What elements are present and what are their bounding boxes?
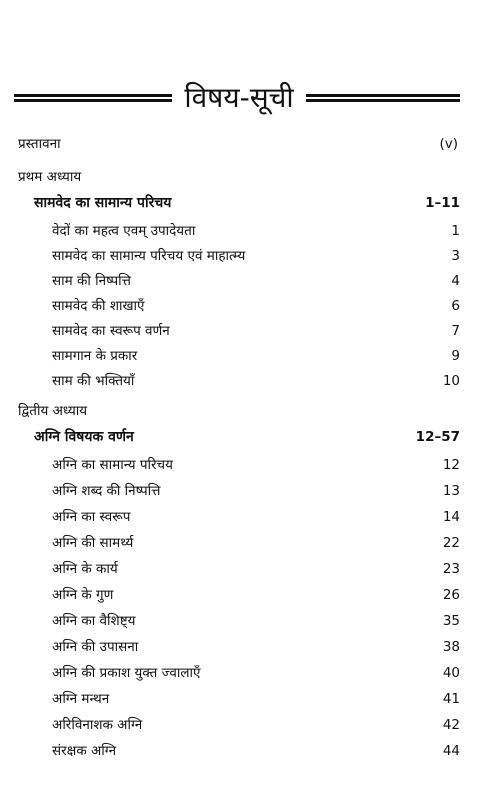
toc-page: 3 <box>451 248 460 264</box>
toc-page: 44 <box>442 743 460 759</box>
toc-row <box>52 479 460 503</box>
toc-label: अग्नि मन्थन <box>52 691 110 707</box>
toc-label: अग्नि का सामान्य परिचय <box>52 457 173 473</box>
chapter-heading <box>34 191 460 215</box>
toc-row <box>52 557 460 581</box>
toc-row <box>52 687 460 711</box>
toc-label: सामवेद का सामान्य परिचय एवं माहात्म्य <box>52 248 246 264</box>
toc-row <box>52 269 460 293</box>
chapter-label-text: द्वितीय अध्याय <box>18 403 88 419</box>
toc-label: साम की निष्पत्ति <box>52 273 131 289</box>
toc-row <box>52 453 460 477</box>
toc-page: 12–57 <box>415 429 460 445</box>
toc-page: 42 <box>442 717 460 733</box>
toc-label: प्रस्तावना <box>18 136 61 152</box>
toc-row <box>52 294 460 318</box>
toc-page: 26 <box>442 587 460 603</box>
toc-page: 6 <box>451 298 460 314</box>
toc-page: 12 <box>442 457 460 473</box>
toc-page: 23 <box>442 561 460 577</box>
title-rule-left <box>14 94 172 102</box>
toc-page: 38 <box>442 639 460 655</box>
toc-row <box>52 583 460 607</box>
toc-page: 10 <box>442 373 460 389</box>
toc-page: 13 <box>442 483 460 499</box>
toc-page: 41 <box>442 691 460 707</box>
toc-label: सामवेद की शाखाएँ <box>52 298 145 314</box>
title-rule-right <box>306 94 460 102</box>
toc-row <box>52 531 460 555</box>
toc-row <box>52 505 460 529</box>
toc-row <box>52 739 460 763</box>
toc-page: 9 <box>451 348 460 364</box>
toc-row-preface <box>18 132 458 156</box>
toc-row <box>52 661 460 685</box>
toc-page: 1 <box>451 223 460 239</box>
toc-row <box>52 244 460 268</box>
toc-label: अग्नि का वैशिष्ट्य <box>52 613 136 629</box>
toc-label: अग्नि की प्रकाश युक्त ज्वालाएँ <box>52 665 201 681</box>
chapter-heading <box>34 425 460 449</box>
toc-page: 4 <box>451 273 460 289</box>
toc-label: अग्नि विषयक वर्णन <box>34 429 134 445</box>
toc-row <box>52 344 460 368</box>
toc-label: साम की भक्तियाँ <box>52 373 135 389</box>
toc-label: संरक्षक अग्नि <box>52 743 117 759</box>
toc-page: 1–11 <box>425 195 460 211</box>
toc-label: अग्नि की सामर्थ्य <box>52 535 134 551</box>
toc-label: अग्नि के गुण <box>52 587 114 603</box>
toc-page: 7 <box>451 323 460 339</box>
toc-page: 40 <box>442 665 460 681</box>
toc-label: सामगान के प्रकार <box>52 348 138 364</box>
toc-row <box>52 609 460 633</box>
toc-page: 22 <box>442 535 460 551</box>
chapter-label-text: प्रथम अध्याय <box>18 169 82 185</box>
toc-label: सामवेद का सामान्य परिचय <box>34 195 172 211</box>
toc-row <box>52 369 460 393</box>
toc-row <box>52 319 460 343</box>
toc-label: अग्नि शब्द की निष्पत्ति <box>52 483 161 499</box>
toc-label: अग्नि के कार्य <box>52 561 118 577</box>
page-title: विषय-सूची <box>184 81 294 114</box>
toc-row <box>52 713 460 737</box>
toc-label: वेदों का महत्व एवम् उपादेयता <box>52 223 196 239</box>
toc-page: (v) <box>439 136 458 152</box>
toc-row <box>52 635 460 659</box>
toc-label: सामवेद का स्वरूप वर्णन <box>52 323 170 339</box>
title-row <box>14 76 460 120</box>
toc-label: अरिविनाशक अग्नि <box>52 717 143 733</box>
toc-label: अग्नि की उपासना <box>52 639 139 655</box>
toc-row <box>52 219 460 243</box>
toc-page: 35 <box>442 613 460 629</box>
toc-page: 14 <box>442 509 460 525</box>
toc-label: अग्नि का स्वरूप <box>52 509 131 525</box>
